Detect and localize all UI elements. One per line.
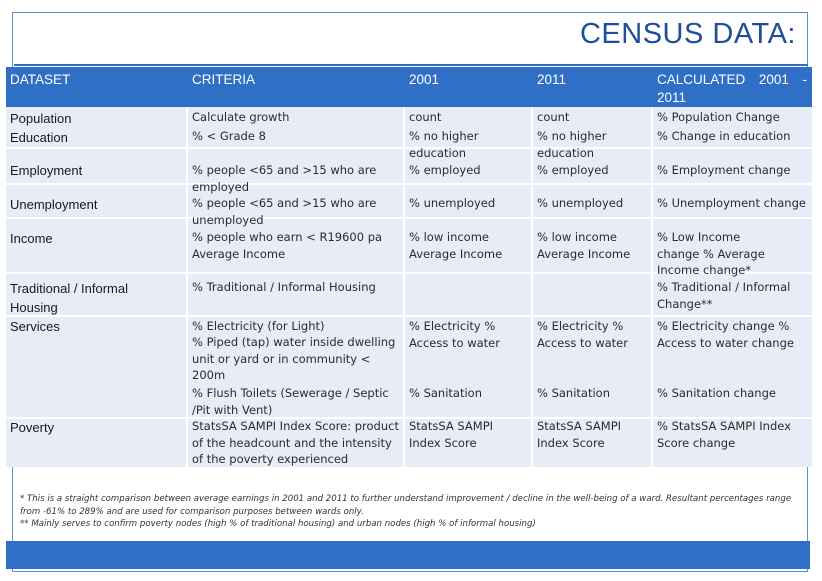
calc-population: % Population Change [657,110,780,124]
criteria-population: Calculate growth [192,110,290,124]
y2001-employment: % employed [409,163,481,177]
calc-housing: % Traditional / Informal Change** [657,280,791,311]
calc-poverty: % StatsSA SAMPI Index Score change [657,419,791,450]
y2011-unemployment: % unemployed [537,196,624,210]
criteria-water: % Piped (tap) water inside dwelling unit or yard or in community < 200m [192,335,396,382]
dataset-employment: Employment [10,163,83,178]
header-2001: 2001 [409,72,440,87]
calc-education: % Change in education [657,129,791,143]
y2001-sanitation: % Sanitation [409,386,482,400]
y2001-poverty: StatsSA SAMPI Index Score [409,419,494,450]
dataset-poverty: Poverty [10,420,55,435]
dataset-income: Income [10,231,53,246]
y2001-income: % low income Average Income [409,230,503,261]
column-2011 [533,107,651,467]
criteria-poverty: StatsSA SAMPI Index Score: product of the headcount and the intensity of the poverty experienced [192,419,399,466]
calc-unemployment: % Unemployment change [657,196,806,210]
row-divider [6,217,812,219]
calc-sanitation: % Sanitation change [657,386,776,400]
dataset-unemployment: Unemployment [10,197,98,212]
criteria-education: % < Grade 8 [192,129,266,143]
footnote-income: * This is a straight comparison between average earnings in 2001 and 2011 to further understand improvement / decline in the well-being of a ward. Resultant percentages range from -61% to 289% and are used for comparison purposes between wards only. [20,494,792,517]
calc-income: % Low Income change % Average Income change* [657,230,765,277]
criteria-income: % people who earn < R19600 pa Average Income [192,230,383,261]
y2011-population: count [537,110,570,124]
criteria-employment: % people <65 and >15 who are employed [192,163,377,194]
dataset-housing: Traditional / Informal Housing [10,281,129,315]
census-table [6,67,812,467]
y2011-poverty: StatsSA SAMPI Index Score [537,419,622,450]
y2001-population: count [409,110,442,124]
y2001-education: % no higher education [409,129,479,160]
bottom-bar [6,541,810,569]
footnotes [20,493,800,531]
y2011-income: % low income Average Income [537,230,631,261]
header-criteria: CRITERIA [192,72,256,87]
calc-services: % Electricity change % Access to water change [657,319,794,350]
column-2001 [405,107,531,467]
y2011-sanitation: % Sanitation [537,386,610,400]
y2011-services: % Electricity % Access to water [537,319,628,350]
criteria-electricity: % Electricity (for Light) [192,319,325,333]
calc-employment: % Employment change [657,163,791,177]
dataset-education: Education [10,130,68,145]
dataset-population: Population [10,111,72,126]
header-calculated: CALCULATED 2001 - 2011 [657,72,807,105]
criteria-unemployment: % people <65 and >15 who are unemployed [192,196,377,227]
y2001-unemployment: % unemployed [409,196,496,210]
header-2011: 2011 [537,72,567,87]
dataset-services: Services [10,319,60,334]
criteria-housing: % Traditional / Informal Housing [192,280,376,294]
header-dataset: DATASET [10,72,71,87]
row-divider [6,183,812,185]
page-title: CENSUS DATA: [579,18,796,50]
y2011-employment: % employed [537,163,609,177]
footnote-housing: ** Mainly serves to confirm poverty nodes (high % of traditional housing) and urban nodes (high % of informal housing) [20,519,536,529]
y2001-services: % Electricity % Access to water [409,319,500,350]
title-divider [14,64,808,66]
y2011-education: % no higher education [537,129,607,160]
criteria-sanitation: % Flush Toilets (Sewerage / Septic /Pit with Vent) [192,386,389,417]
